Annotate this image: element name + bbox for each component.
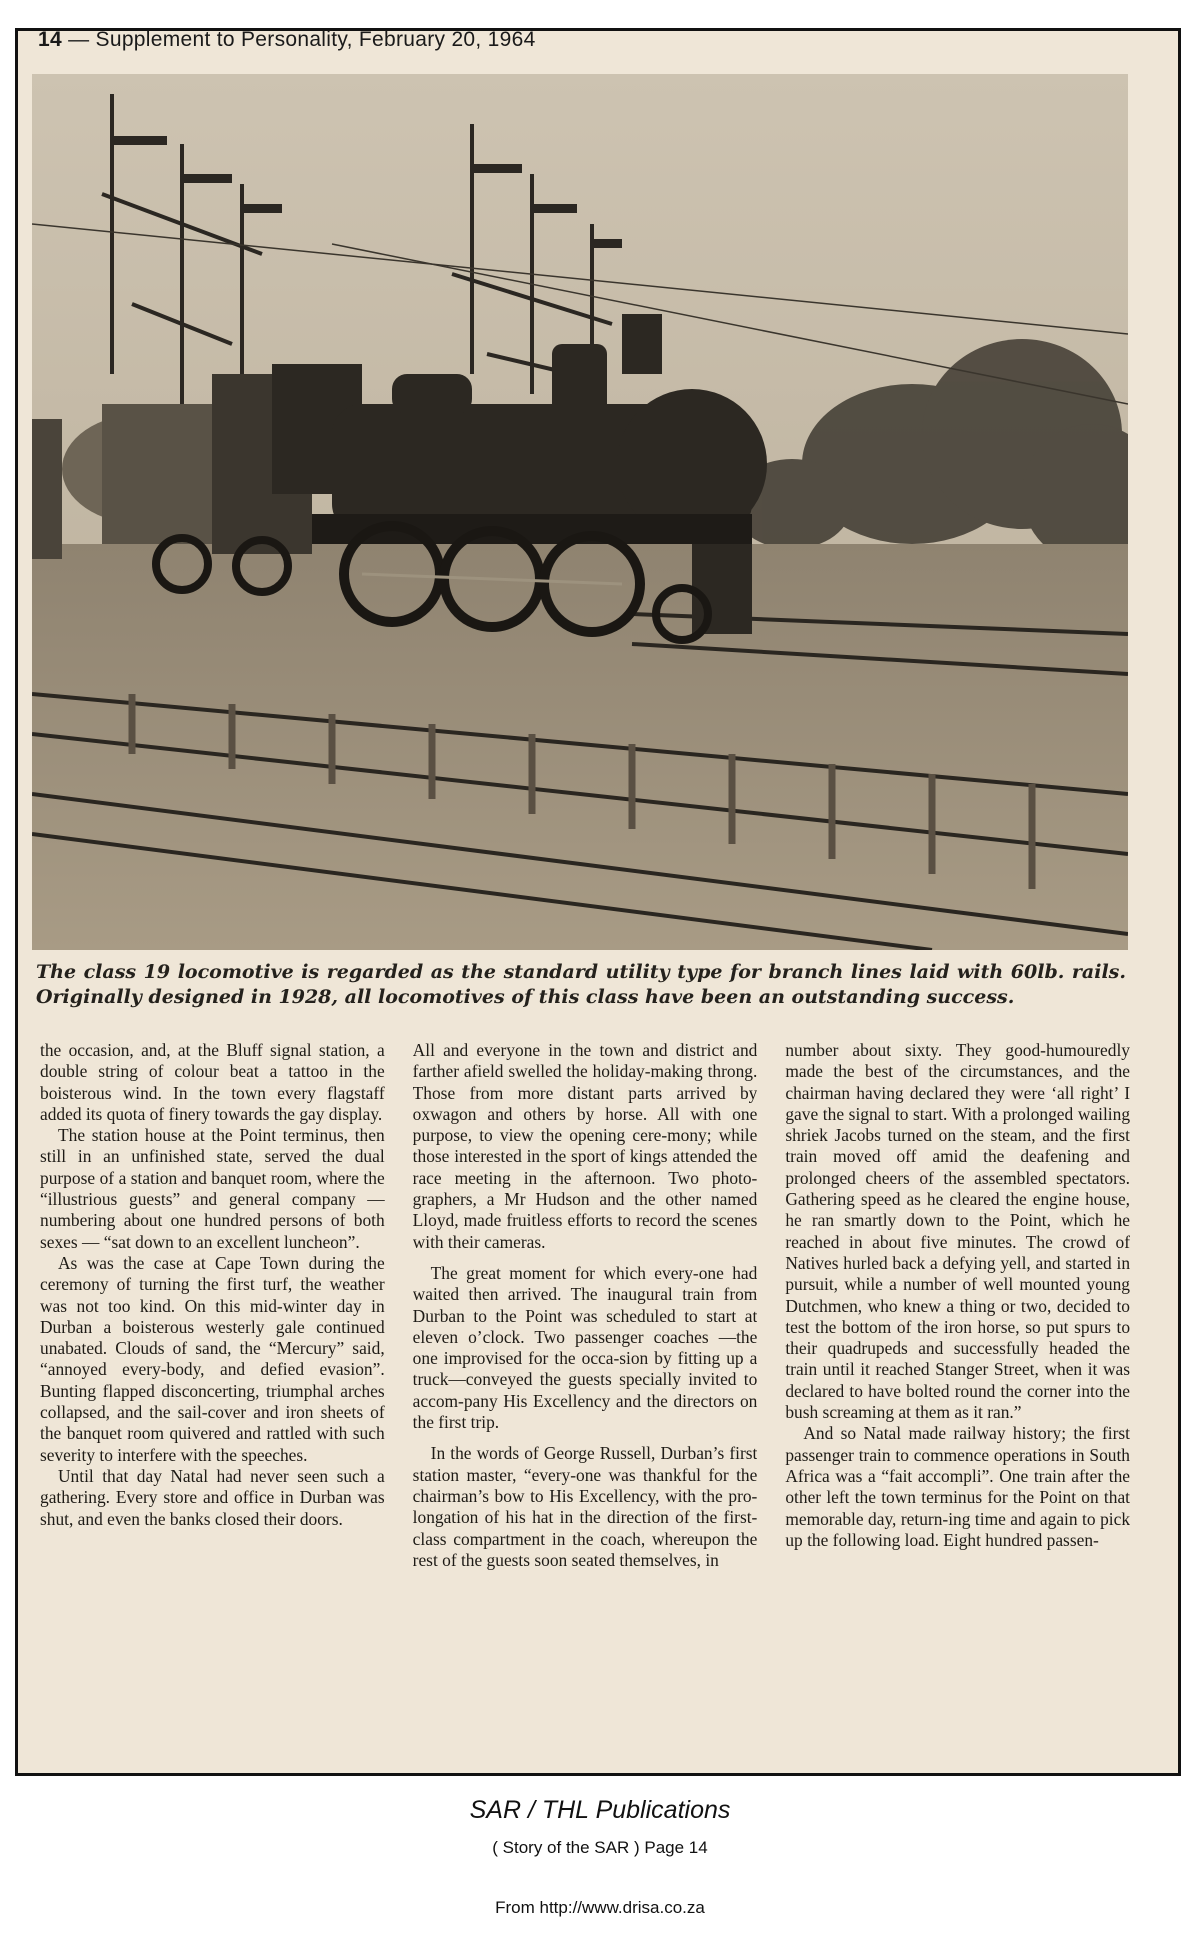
page-number: 14 bbox=[38, 28, 62, 51]
running-title: — Supplement to Personality, February 20, 1964 bbox=[61, 28, 536, 51]
article-column-3 bbox=[785, 1040, 1130, 1730]
page-header bbox=[38, 28, 536, 52]
photo-caption: The class 19 locomotive is regarded as the standard utility type for branch lines laid with 60lb. rails. Originally designed in 1928, all locomotives of this class have been an outstanding success. bbox=[36, 961, 1126, 1008]
publication-subtitle: ( Story of the SAR ) Page 14 bbox=[492, 1838, 708, 1857]
paragraph: Until that day Natal had never seen such a gathering. Every store and office in Durban was shut, and even the banks closed their doors. bbox=[40, 1465, 385, 1529]
source-line: From http://www.drisa.co.za bbox=[495, 1898, 705, 1917]
paragraph: number about sixty. They good-humouredly made the best of the circumstances, and the chairman having declared they were ‘all right’ I gave the signal to start. With a prolonged wailing shriek Jacobs turned on the steam, and the first train moved off amid the deafening and prolonged cheers of the assembled spectators. Gathering speed as he cleared the engine house, he ran smartly down to the Point, which he reached in about five minutes. The crowd of Natives hurled back a defying yell, and started in pursuit, while a number of well mounted young Dutchmen, who knew a thing or two, decided to test the bottom of the iron horse, so put spurs to their quadrupeds and successfully headed the train until it reached Stanger Street, when it was declared to have bolted round the corner into the bush screaming at them as it ran.” bbox=[785, 1040, 1131, 1423]
article-column-2 bbox=[413, 1040, 758, 1730]
paragraph: In the words of George Russell, Durban’s first station master, “every-one was thankful for the chairman’s bow to His Excellency, with the pro-longation of his hat in the direction of the first-class compartment in the coach, whereupon the rest of the guests soon seated themselves, in bbox=[412, 1443, 758, 1570]
locomotive-photo bbox=[32, 74, 1128, 950]
paragraph: the occasion, and, at the Bluff signal station, a double string of colour beat a tattoo in the boisterous wind. In the town every flagstaff added its quota of finery towards the gay display. bbox=[40, 1040, 385, 1124]
paragraph: As was the case at Cape Town during the ceremony of turning the first turf, the weather was not too kind. On this mid-winter day in Durban a boisterous westerly gale continued unabated. Clouds of sand, the “Mercury” said, “annoyed every-body, and defied evasion”. Bunting flapped disconcerting, triumphal arches collapsed, and the sail-cover and iron sheets of the banquet room quivered and rattled with such severity to interfere with the speeches. bbox=[40, 1252, 385, 1465]
article-column-1 bbox=[40, 1040, 385, 1730]
locomotive-illustration bbox=[32, 74, 1128, 950]
article-body bbox=[40, 1040, 1130, 1730]
publication-title: SAR / THL Publications bbox=[469, 1796, 731, 1824]
paragraph: The station house at the Point terminus, then still in an unfinished state, served the dual purpose of a station and banquet room, where the “illustrious guests” and general company — numbering about one hundred persons of both sexes — “sat down to an excellent luncheon”. bbox=[40, 1125, 385, 1252]
paragraph: All and everyone in the town and district and farther afield swelled the holiday-making throng. Those from more distant parts arrived by oxwagon and others by horse. All with one purpose, to view the opening cere-mony; while those interested in the sport of kings attended the race meeting in the afternoon. Two photo-graphers, a Mr Hudson and the other named Lloyd, made fruitless efforts to record the scenes with their cameras. bbox=[412, 1040, 758, 1252]
paragraph: And so Natal made railway history; the first passenger train to commence operations in South Africa was a “fait accompli”. One train after the other left the town terminus for the Point on that memorable day, return-ing time and again to pick up the following load. Eight hundred passen- bbox=[785, 1423, 1131, 1550]
paragraph: The great moment for which every-one had waited then arrived. The inaugural train from Durban to the Point was scheduled to start at eleven o’clock. Two passenger coaches —the one improvised for the occa-sion by fitting up a truck—conveyed the guests specially invited to accom-pany His Excellency and the directors on the first trip. bbox=[412, 1262, 758, 1433]
